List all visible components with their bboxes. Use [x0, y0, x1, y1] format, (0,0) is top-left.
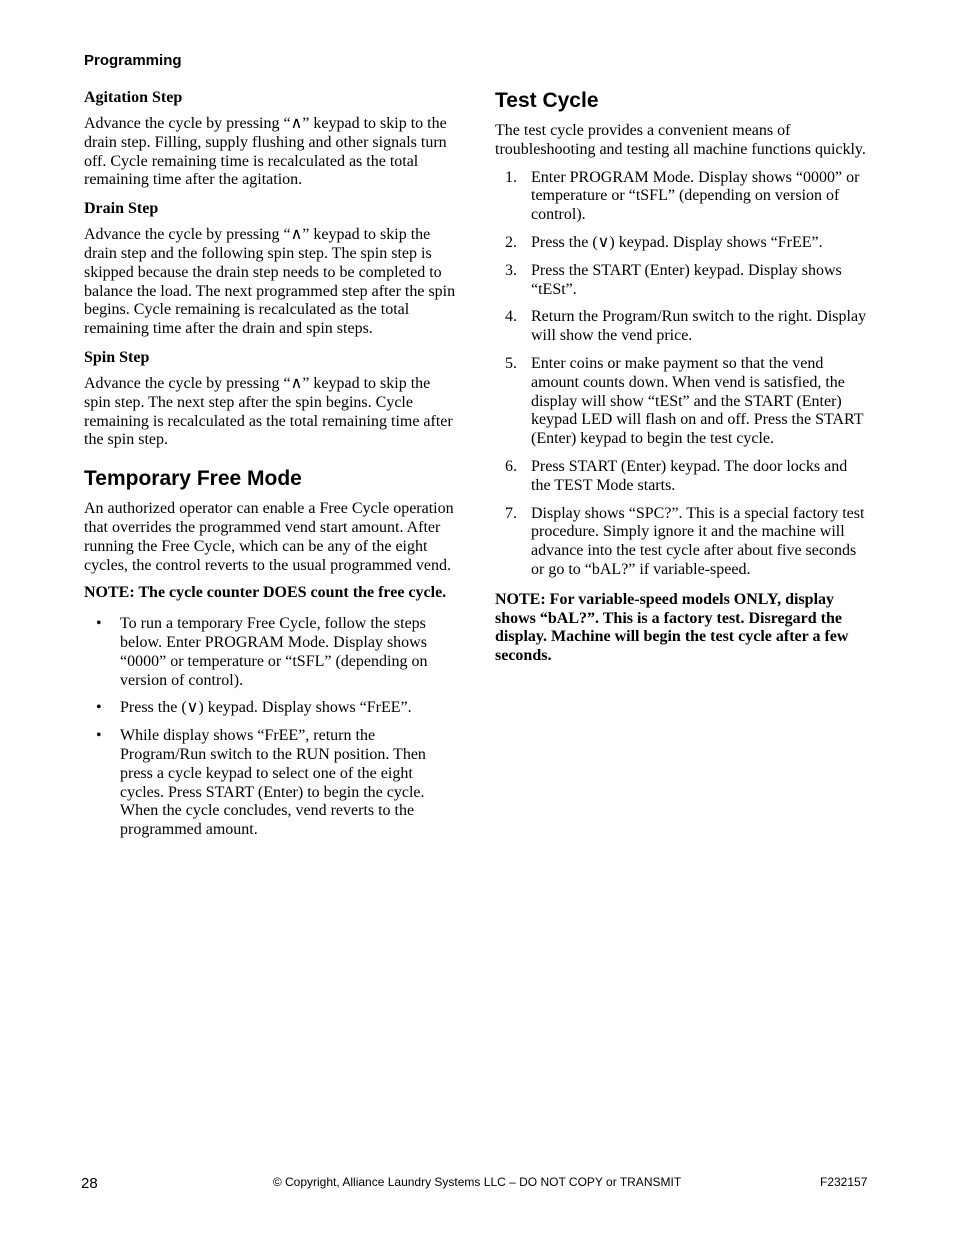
test-cycle-intro: The test cycle provides a convenient means of troubleshooting and testing all machine functions quickly. [495, 122, 866, 158]
agitation-step-heading: Agitation Step [84, 89, 183, 106]
test-cycle-note: NOTE: For variable-speed models ONLY, display shows “bAL?”. This is a factory test. Disregard the display. Machine will begin the test cycle after a few seconds. [495, 590, 849, 665]
test-cycle-heading: Test Cycle [495, 89, 599, 112]
list-item [495, 505, 870, 580]
list-item-text: Press the (∨) keypad. Display shows “FrEE”. [120, 699, 412, 717]
step-text: Return the Program/Run switch to the right. Display will show the vend price. [531, 308, 867, 345]
drain-step-text: Advance the cycle by pressing “∧” keypad to skip the drain step and the following spin step. The spin step is skipped because the drain step needs to be completed to balance the load. The next programmed step after the spin begins. Cycle remaining is recalculated as the total remaining time after the drain and spin steps. [84, 226, 456, 338]
spin-step-heading: Spin Step [84, 348, 150, 366]
drain-step-heading: Drain Step [84, 200, 159, 218]
bullet-mark: • [96, 615, 102, 633]
copyright-notice: © Copyright, Alliance Laundry Systems LLC – DO NOT COPY or TRANSMIT [272, 1175, 682, 1189]
test-cycle-steps [495, 169, 870, 580]
step-text: Enter PROGRAM Mode. Display shows “0000” or temperature or “tSFL” (depending on version of control). [531, 168, 860, 224]
step-number: 1. [505, 168, 517, 186]
step-text: Press the START (Enter) keypad. Display shows “tESt”. [531, 261, 842, 298]
bullet-mark: • [96, 727, 102, 745]
free-mode-note: NOTE: The cycle counter DOES count the free cycle. [84, 584, 447, 602]
step-text: Press the (∨) keypad. Display shows “FrEE”. [531, 233, 823, 251]
free-mode-bullet-list [84, 615, 456, 840]
list-item [495, 458, 870, 496]
step-number: 3. [505, 261, 517, 279]
list-item [495, 234, 870, 253]
bullet-mark: • [96, 699, 102, 717]
list-item [495, 355, 870, 449]
running-header: Programming [84, 52, 182, 69]
free-mode-intro: An authorized operator can enable a Free Cycle operation that overrides the programmed vend start amount. After running the Free Cycle, which can be any of the eight cycles, the control reverts to the usual programmed vend. [84, 500, 454, 574]
list-item [84, 615, 456, 690]
left-column [84, 88, 456, 849]
step-number: 2. [505, 233, 517, 251]
list-item-text: While display shows “FrEE”, return the Program/Run switch to the RUN position. Then press a cycle keypad to select one of the eight cycles. Press START (Enter) to begin the cycle. When the cycle concludes, vend reverts to the programmed amount. [120, 727, 426, 839]
step-text: Press START (Enter) keypad. The door locks and the TEST Mode starts. [531, 457, 848, 494]
list-item [495, 262, 870, 300]
list-item [84, 699, 456, 718]
step-number: 6. [505, 457, 517, 475]
step-number: 5. [505, 354, 517, 372]
step-text: Enter coins or make payment so that the vend amount counts down. When vend is satisfied, the display will show “tESt” and the START (Enter) keypad LED will flash on and off. Press the START (Enter) keypad to begin the test cycle. [531, 354, 864, 448]
list-item [495, 169, 870, 225]
list-item [495, 308, 870, 346]
right-column [495, 88, 870, 678]
temporary-free-mode-heading: Temporary Free Mode [84, 467, 302, 491]
step-text: Display shows “SPC?”. This is a special factory test procedure. Simply ignore it and the machine will advance into the test cycle after about five seconds or go to “bAL?” if variable-speed. [531, 504, 865, 578]
document-id: F232157 [820, 1175, 868, 1189]
list-item-text: To run a temporary Free Cycle, follow the steps below. Enter PROGRAM Mode. Display shows “0000” or temperature or “tSFL” (depending on version of control). [120, 615, 428, 689]
step-number: 7. [505, 504, 517, 522]
step-number: 4. [505, 308, 517, 326]
spin-step-text: Advance the cycle by pressing “∧” keypad to skip the spin step. The next step after the spin begins. Cycle remaining is recalculated as the total remaining time after the spin step. [84, 374, 453, 449]
list-item [84, 727, 456, 840]
page-number: 28 [81, 1175, 98, 1192]
agitation-step-text: Advance the cycle by pressing “∧” keypad to skip to the drain step. Filling, supply flushing and other signals turn off. Cycle remaining time is recalculated as the total remaining time after the agitation. [84, 115, 447, 189]
